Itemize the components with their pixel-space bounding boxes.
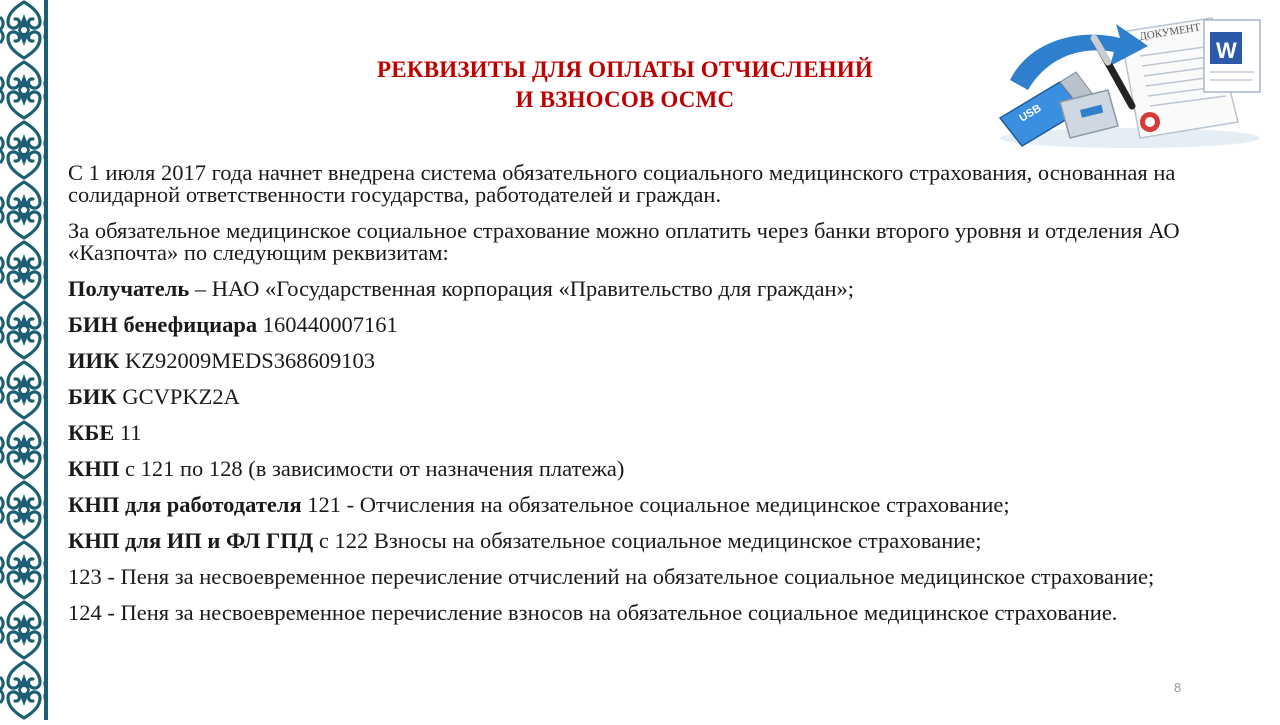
knp-employer-line: [68, 494, 1188, 516]
knp-line: [68, 458, 1188, 480]
knp-ip-label: КНП для ИП и ФЛ ГПД: [68, 528, 314, 553]
bin-line: [68, 314, 1188, 336]
knp-employer-label: КНП для работодателя: [68, 492, 302, 517]
bik-label: БИК: [68, 384, 117, 409]
iik-line: [68, 350, 1188, 372]
iik-value: KZ92009MEDS368609103: [119, 348, 375, 373]
kbe-label: КБЕ: [68, 420, 115, 445]
bin-value: 160440007161: [257, 312, 398, 337]
document-label: ДОКУМЕНТ: [1138, 21, 1202, 43]
documents-illustration: [990, 10, 1270, 150]
iik-label: ИИК: [68, 348, 120, 373]
penalty-123-line: 123 - Пеня за несвоевременное перечисление отчислений на обязательное социальное медицинское страхование;: [68, 564, 1155, 589]
intro-paragraph: С 1 июля 2017 года начнет внедрена система обязательного социального медицинского страхования, основанная на солидарной ответственности государства, работодателей и граждан.: [68, 160, 1176, 207]
knp-value: с 121 по 128 (в зависимости от назначения платежа): [119, 456, 625, 481]
recipient-line: [68, 278, 1188, 300]
knp-label: КНП: [68, 456, 120, 481]
word-label: W: [1216, 38, 1237, 63]
content-body: [68, 162, 1188, 638]
title-line-2: И ВЗНОСОВ ОСМС: [515, 87, 735, 112]
usb-label: USB: [1017, 102, 1044, 125]
payment-paragraph: За обязательное медицинское социальное страхование можно оплатить через банки второго уровня и отделения АО «Казпочта» по следующим реквизитам:: [68, 218, 1180, 265]
ornament-border: [0, 0, 48, 720]
kbe-value: 11: [114, 420, 142, 445]
kbe-line: [68, 422, 1188, 444]
bik-value: GCVPKZ2A: [116, 384, 240, 409]
title-line-1: РЕКВИЗИТЫ ДЛЯ ОПЛАТЫ ОТЧИСЛЕНИЙ: [377, 57, 873, 82]
knp-ip-value: с 122 Взносы на обязательное социальное медицинское страхование;: [313, 528, 982, 553]
bik-line: [68, 386, 1188, 408]
ornament-pattern-icon: [0, 0, 48, 720]
page-title: [300, 55, 950, 115]
knp-employer-value: 121 - Отчисления на обязательное социальное медицинское страхование;: [301, 492, 1010, 517]
word-document-icon: [1204, 20, 1260, 92]
page-number: 8: [1174, 680, 1182, 695]
knp-ip-line: [68, 530, 1188, 552]
penalty-124-line: 124 - Пеня за несвоевременное перечисление взносов на обязательное социальное медицинское страхование.: [68, 600, 1118, 625]
recipient-value: – НАО «Государственная корпорация «Правительство для граждан»;: [189, 276, 855, 301]
bin-label: БИН бенефициара: [68, 312, 258, 337]
recipient-label: Получатель: [68, 276, 190, 301]
